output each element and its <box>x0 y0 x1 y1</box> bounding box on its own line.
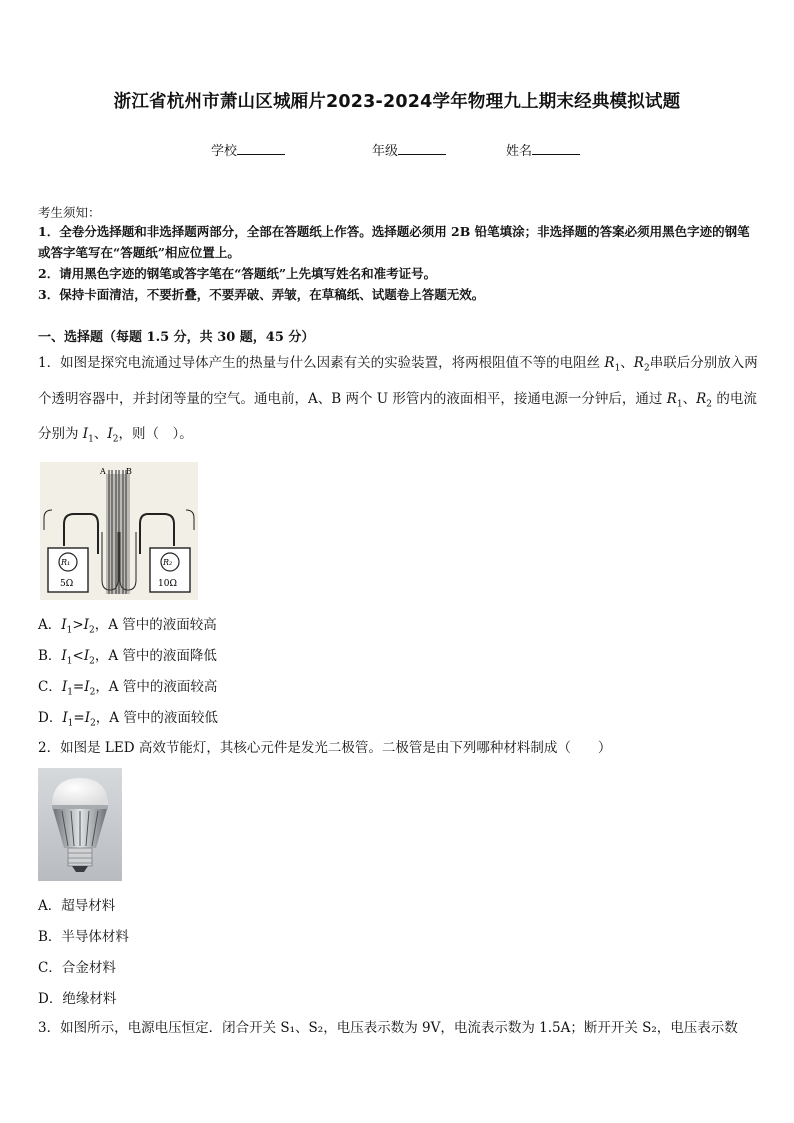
label-10-ohm: 10Ω <box>158 579 177 589</box>
q2-option-d: D．绝缘材料 <box>38 991 117 1007</box>
page-title: 浙江省杭州市萧山区城厢片2023-2024学年物理九上期末经典模拟试题 <box>113 92 681 112</box>
question-2-stem: 2．如图是 LED 高效节能灯，其核心元件是发光二极管。二极管是由下列哪种材料制成（ ） <box>38 740 612 756</box>
question-3-stem: 3．如图所示，电源电压恒定．闭合开关 S₁、S₂，电压表示数为 9V，电流表示数为 1.5A；断开开关 S₂，电压表示数 <box>38 1020 738 1036</box>
label-r1: R₁ <box>61 558 71 567</box>
name-field <box>506 140 580 159</box>
tube-shading <box>106 474 130 594</box>
school-field <box>211 140 285 159</box>
label-a: A <box>100 467 106 476</box>
label-b: B <box>126 467 132 476</box>
notice-heading: 考生须知： <box>38 205 101 220</box>
question-1-stem: 1．如图是探究电流通过导体产生的热量与什么因素有关的实验装置，将两根阻值不等的电阻丝 $R_1$、$R_2$串联后分别放入两个透明容器中，并封闭等量的空气。通电前，A、B 两个 U 形管内的液面相平，接通电源一分钟后，通过 $R_1$、$R_2$ 的电流分别为 $I_1$、$I_2$，则（ ）。 <box>38 355 758 446</box>
name-label: 姓名 <box>506 144 533 159</box>
q2-option-b: B．半导体材料 <box>38 929 129 945</box>
q2-option-a: A．超导材料 <box>38 898 116 914</box>
grade-blank <box>398 142 446 155</box>
q1-option-a: A．$I_1>I_2$，A 管中的液面较高 <box>38 617 217 636</box>
notice-item-1: 1．全卷分选择题和非选择题两部分，全部在答题纸上作答。选择题必须用 2B 铅笔填涂；非选择题的答案必须用黑色字迹的钢笔或答字笔写在“答题纸”相应位置上。 <box>38 224 750 260</box>
q1-option-b: B．$I_1<I_2$，A 管中的液面降低 <box>38 648 217 667</box>
q2-option-c: C．合金材料 <box>38 960 116 976</box>
bulb-ring <box>52 805 108 809</box>
student-info-row <box>0 140 794 160</box>
notice-item-2: 2．请用黑色字迹的钢笔或答字笔在“答题纸”上先填写姓名和准考证号。 <box>38 266 437 281</box>
q1-option-d: D．$I_1=I_2$，A 管中的液面较低 <box>38 710 218 729</box>
grade-field <box>372 140 446 159</box>
grade-label: 年级 <box>372 144 399 159</box>
school-label: 学校 <box>211 144 238 159</box>
school-blank <box>237 142 285 155</box>
label-r2: R₂ <box>163 558 173 567</box>
label-5-ohm: 5Ω <box>60 579 74 589</box>
led-bulb-figure <box>38 768 122 881</box>
u-tube-apparatus-figure <box>40 462 198 600</box>
name-blank <box>532 142 580 155</box>
q1-option-c: C．$I_1=I_2$，A 管中的液面较高 <box>38 679 218 698</box>
section-title: 一、选择题（每题 1.5 分，共 30 题，45 分） <box>38 330 315 345</box>
notice-item-3: 3．保持卡面清洁，不要折叠，不要弄破、弄皱，在草稿纸、试题卷上答题无效。 <box>38 287 485 302</box>
